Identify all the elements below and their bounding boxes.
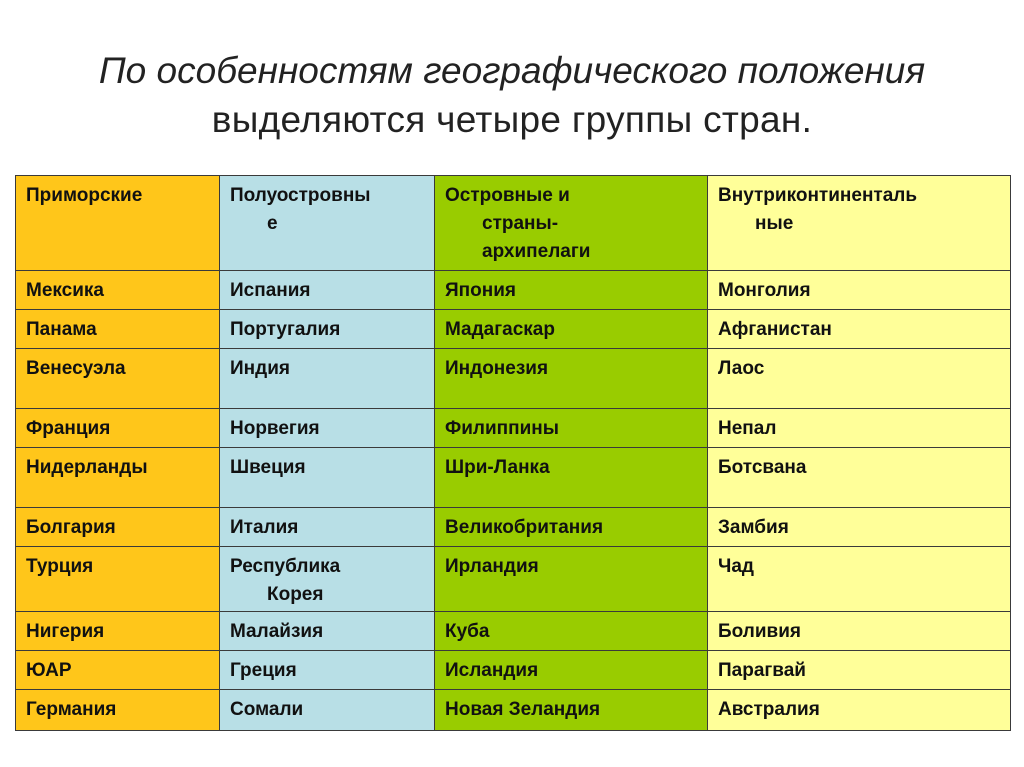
header-peninsular-line-2: е: [267, 213, 278, 234]
title-line-2: выделяются четыре группы стран.: [211, 99, 813, 140]
cell-text: Лаос: [718, 358, 765, 379]
cell-text: Чад: [718, 556, 754, 577]
header-landlocked-line-1: Внутриконтиненталь: [718, 185, 918, 206]
table-row: [16, 448, 1011, 508]
cell-text: Мадагаскар: [445, 319, 555, 340]
table-row: [16, 409, 1011, 448]
header-landlocked: [708, 176, 1011, 271]
table-row: [16, 310, 1011, 349]
cell-text: Непал: [718, 418, 777, 439]
cell-peninsular: [220, 651, 435, 690]
cell-text: Парагвай: [718, 660, 806, 681]
table-row: [16, 547, 1011, 612]
cell-text-line: Республика: [230, 556, 341, 577]
cell-text: Турция: [26, 556, 94, 577]
table-row: [16, 651, 1011, 690]
header-island: [435, 176, 708, 271]
cell-text: ЮАР: [26, 660, 72, 681]
cell-peninsular: [220, 508, 435, 547]
cell-coastal: [16, 651, 220, 690]
cell-text: Норвегия: [230, 418, 320, 439]
cell-landlocked: [708, 547, 1011, 612]
cell-coastal: [16, 349, 220, 409]
cell-island: [435, 349, 708, 409]
cell-peninsular: [220, 547, 435, 612]
cell-peninsular: [220, 310, 435, 349]
cell-coastal: [16, 690, 220, 731]
cell-text: Новая Зеландия: [445, 699, 601, 720]
slide-title: [0, 46, 1024, 144]
cell-text: Афганистан: [718, 319, 832, 340]
cell-coastal: [16, 409, 220, 448]
cell-peninsular: [220, 271, 435, 310]
countries-table: [15, 175, 1011, 731]
cell-text: Ботсвана: [718, 457, 807, 478]
cell-island: [435, 310, 708, 349]
header-island-line-2: страны-: [482, 213, 559, 234]
cell-peninsular: [220, 448, 435, 508]
cell-peninsular: [220, 349, 435, 409]
header-coastal-label: Приморские: [26, 185, 143, 206]
cell-landlocked: [708, 448, 1011, 508]
table-row: [16, 612, 1011, 651]
cell-text: Боливия: [718, 621, 801, 642]
cell-text: Замбия: [718, 517, 789, 538]
cell-text: Франция: [26, 418, 111, 439]
header-peninsular-line-1: Полуостровны: [230, 185, 371, 206]
cell-landlocked: [708, 310, 1011, 349]
cell-text: Индонезия: [445, 358, 549, 379]
cell-text: Португалия: [230, 319, 341, 340]
cell-text: Швеция: [230, 457, 306, 478]
header-peninsular: [220, 176, 435, 271]
cell-landlocked: [708, 508, 1011, 547]
cell-text: Венесуэла: [26, 358, 126, 379]
table-header-row: [16, 176, 1011, 271]
cell-text-line: Корея: [267, 584, 324, 605]
cell-island: [435, 409, 708, 448]
cell-text: Греция: [230, 660, 297, 681]
cell-island: [435, 651, 708, 690]
header-coastal: [16, 176, 220, 271]
table-row: [16, 349, 1011, 409]
cell-landlocked: [708, 409, 1011, 448]
cell-text: Куба: [445, 621, 490, 642]
cell-text: Нигерия: [26, 621, 105, 642]
cell-landlocked: [708, 271, 1011, 310]
cell-coastal: [16, 612, 220, 651]
cell-coastal: [16, 508, 220, 547]
cell-island: [435, 612, 708, 651]
table-row: [16, 690, 1011, 731]
cell-coastal: [16, 271, 220, 310]
cell-text: Япония: [445, 280, 516, 301]
cell-text: Мексика: [26, 280, 104, 301]
cell-text: Нидерланды: [26, 457, 148, 478]
cell-text: Болгария: [26, 517, 116, 538]
cell-text: Исландия: [445, 660, 539, 681]
cell-text: Малайзия: [230, 621, 324, 642]
cell-text: Сомали: [230, 699, 304, 720]
cell-text: Испания: [230, 280, 311, 301]
header-island-line-1: Островные и: [445, 185, 570, 206]
header-island-line-3: архипелаги: [482, 241, 591, 262]
table-row: [16, 271, 1011, 310]
cell-coastal: [16, 310, 220, 349]
cell-peninsular: [220, 690, 435, 731]
cell-island: [435, 508, 708, 547]
cell-text: Панама: [26, 319, 97, 340]
cell-island: [435, 690, 708, 731]
cell-text: Шри-Ланка: [445, 457, 550, 478]
title-line-1: По особенностям географического положения: [98, 50, 926, 91]
table-row: [16, 508, 1011, 547]
cell-island: [435, 448, 708, 508]
header-landlocked-line-2: ные: [755, 213, 794, 234]
cell-text: Германия: [26, 699, 117, 720]
cell-coastal: [16, 448, 220, 508]
cell-island: [435, 271, 708, 310]
cell-peninsular: [220, 409, 435, 448]
cell-text: Ирландия: [445, 556, 539, 577]
cell-text: Италия: [230, 517, 299, 538]
cell-text: Австралия: [718, 699, 820, 720]
cell-coastal: [16, 547, 220, 612]
cell-landlocked: [708, 349, 1011, 409]
cell-text: Великобритания: [445, 517, 604, 538]
cell-landlocked: [708, 690, 1011, 731]
cell-text: Филиппины: [445, 418, 559, 439]
cell-landlocked: [708, 612, 1011, 651]
cell-peninsular: [220, 612, 435, 651]
cell-text: Индия: [230, 358, 290, 379]
cell-island: [435, 547, 708, 612]
cell-landlocked: [708, 651, 1011, 690]
cell-text: Монголия: [718, 280, 811, 301]
